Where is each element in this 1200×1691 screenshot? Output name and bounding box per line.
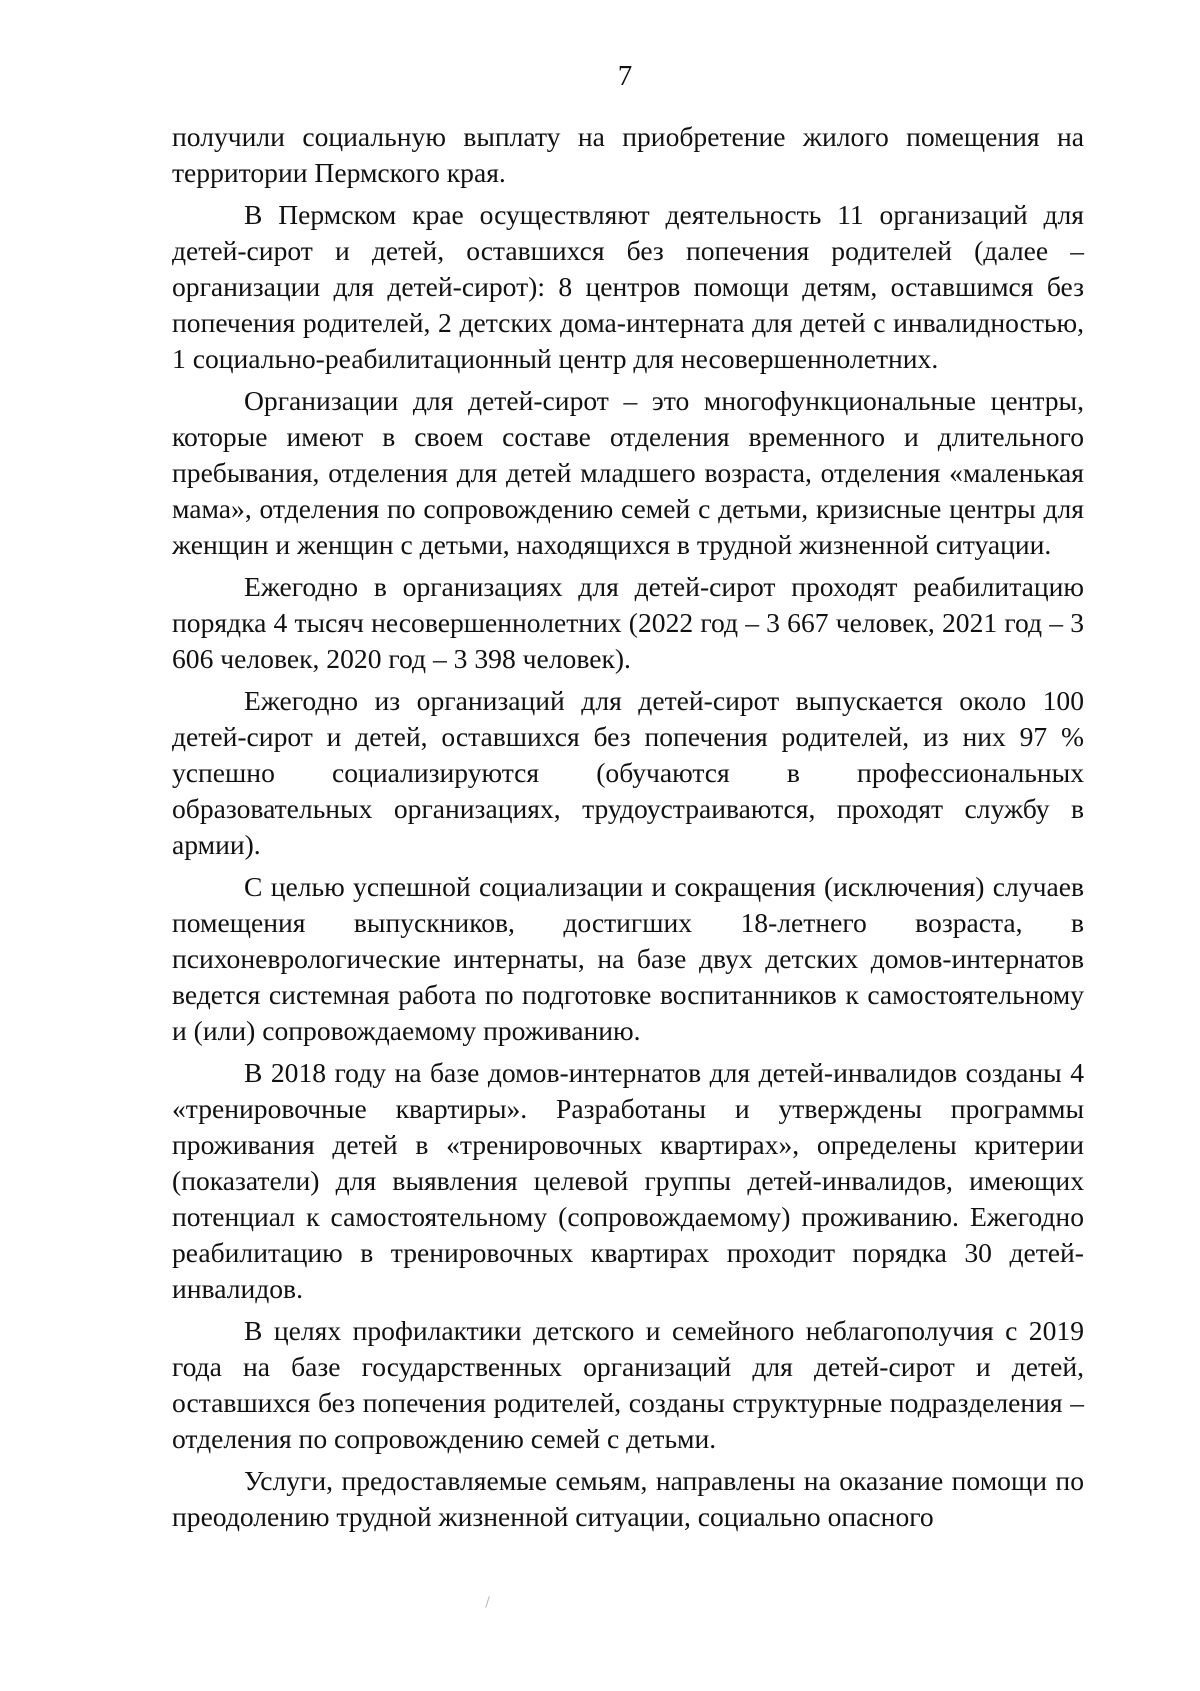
paragraph-3: Организации для детей-сирот – это многофункциональные центры, которые имеют в своем составе отделения временного и длительного пребывания, отделения для детей младшего возраста, отделения «маленькая мама», отделения по сопровождению семей с детьми, кризисные центры для женщин и женщин с детьми, находящихся в трудной жизненной ситуации. — [172, 385, 1084, 560]
scan-artifact-mark — [485, 1596, 490, 1608]
paragraph-5: Ежегодно из организаций для детей-сирот выпускается около 100 детей-сирот и детей, оставшихся без попечения родителей, из них 97 % успешно социализируются (обучаются в профессиональных образовательных организациях, трудоустраиваются, проходят службу в армии). — [172, 685, 1084, 860]
paragraph-7: В 2018 году на базе домов-интернатов для детей-инвалидов созданы 4 «тренировочные квартиры». Разработаны и утверждены программы проживания детей в «тренировочных квартирах», определены критерии (показатели) для выявления целевой группы детей-инвалидов, имеющих потенциал к самостоятельному (сопровождаемому) проживанию. Ежегодно реабилитацию в тренировочных квартирах проходит порядка 30 детей-инвалидов. — [172, 1057, 1084, 1304]
paragraph-2: В Пермском крае осуществляют деятельность 11 организаций для детей-сирот и детей, оставшихся без попечения родителей (далее – организации для детей-сирот): 8 центров помощи детям, оставшимся без попечения родителей, 2 детских дома-интерната для детей с инвалидностью, 1 социально-реабилитационный центр для несовершеннолетних. — [172, 199, 1084, 374]
paragraph-1: получили социальную выплату на приобретение жилого помещения на территории Пермского края. — [172, 121, 1084, 188]
paragraph-6: С целью успешной социализации и сокращения (исключения) случаев помещения выпускников, достигших 18-летнего возраста, в психоневрологические интернаты, на базе двух детских домов-интернатов ведется системная работа по подготовке воспитанников к самостоятельному и (или) сопровождаемому проживанию. — [172, 871, 1084, 1046]
paragraph-4: Ежегодно в организациях для детей-сирот проходят реабилитацию порядка 4 тысяч несовершеннолетних (2022 год – 3 667 человек, 2021 год – 3 606 человек, 2020 год – 3 398 человек). — [172, 571, 1084, 674]
document-body — [172, 119, 1084, 1535]
page-number: 7 — [617, 60, 633, 92]
paragraph-9: Услуги, предоставляемые семьям, направлены на оказание помощи по преодолению трудной жизненной ситуации, социально опасного — [172, 1465, 1084, 1532]
paragraph-8: В целях профилактики детского и семейного неблагополучия с 2019 года на базе государственных организаций для детей-сирот и детей, оставшихся без попечения родителей, созданы структурные подразделения – отделения по сопровождению семей с детьми. — [172, 1315, 1084, 1454]
